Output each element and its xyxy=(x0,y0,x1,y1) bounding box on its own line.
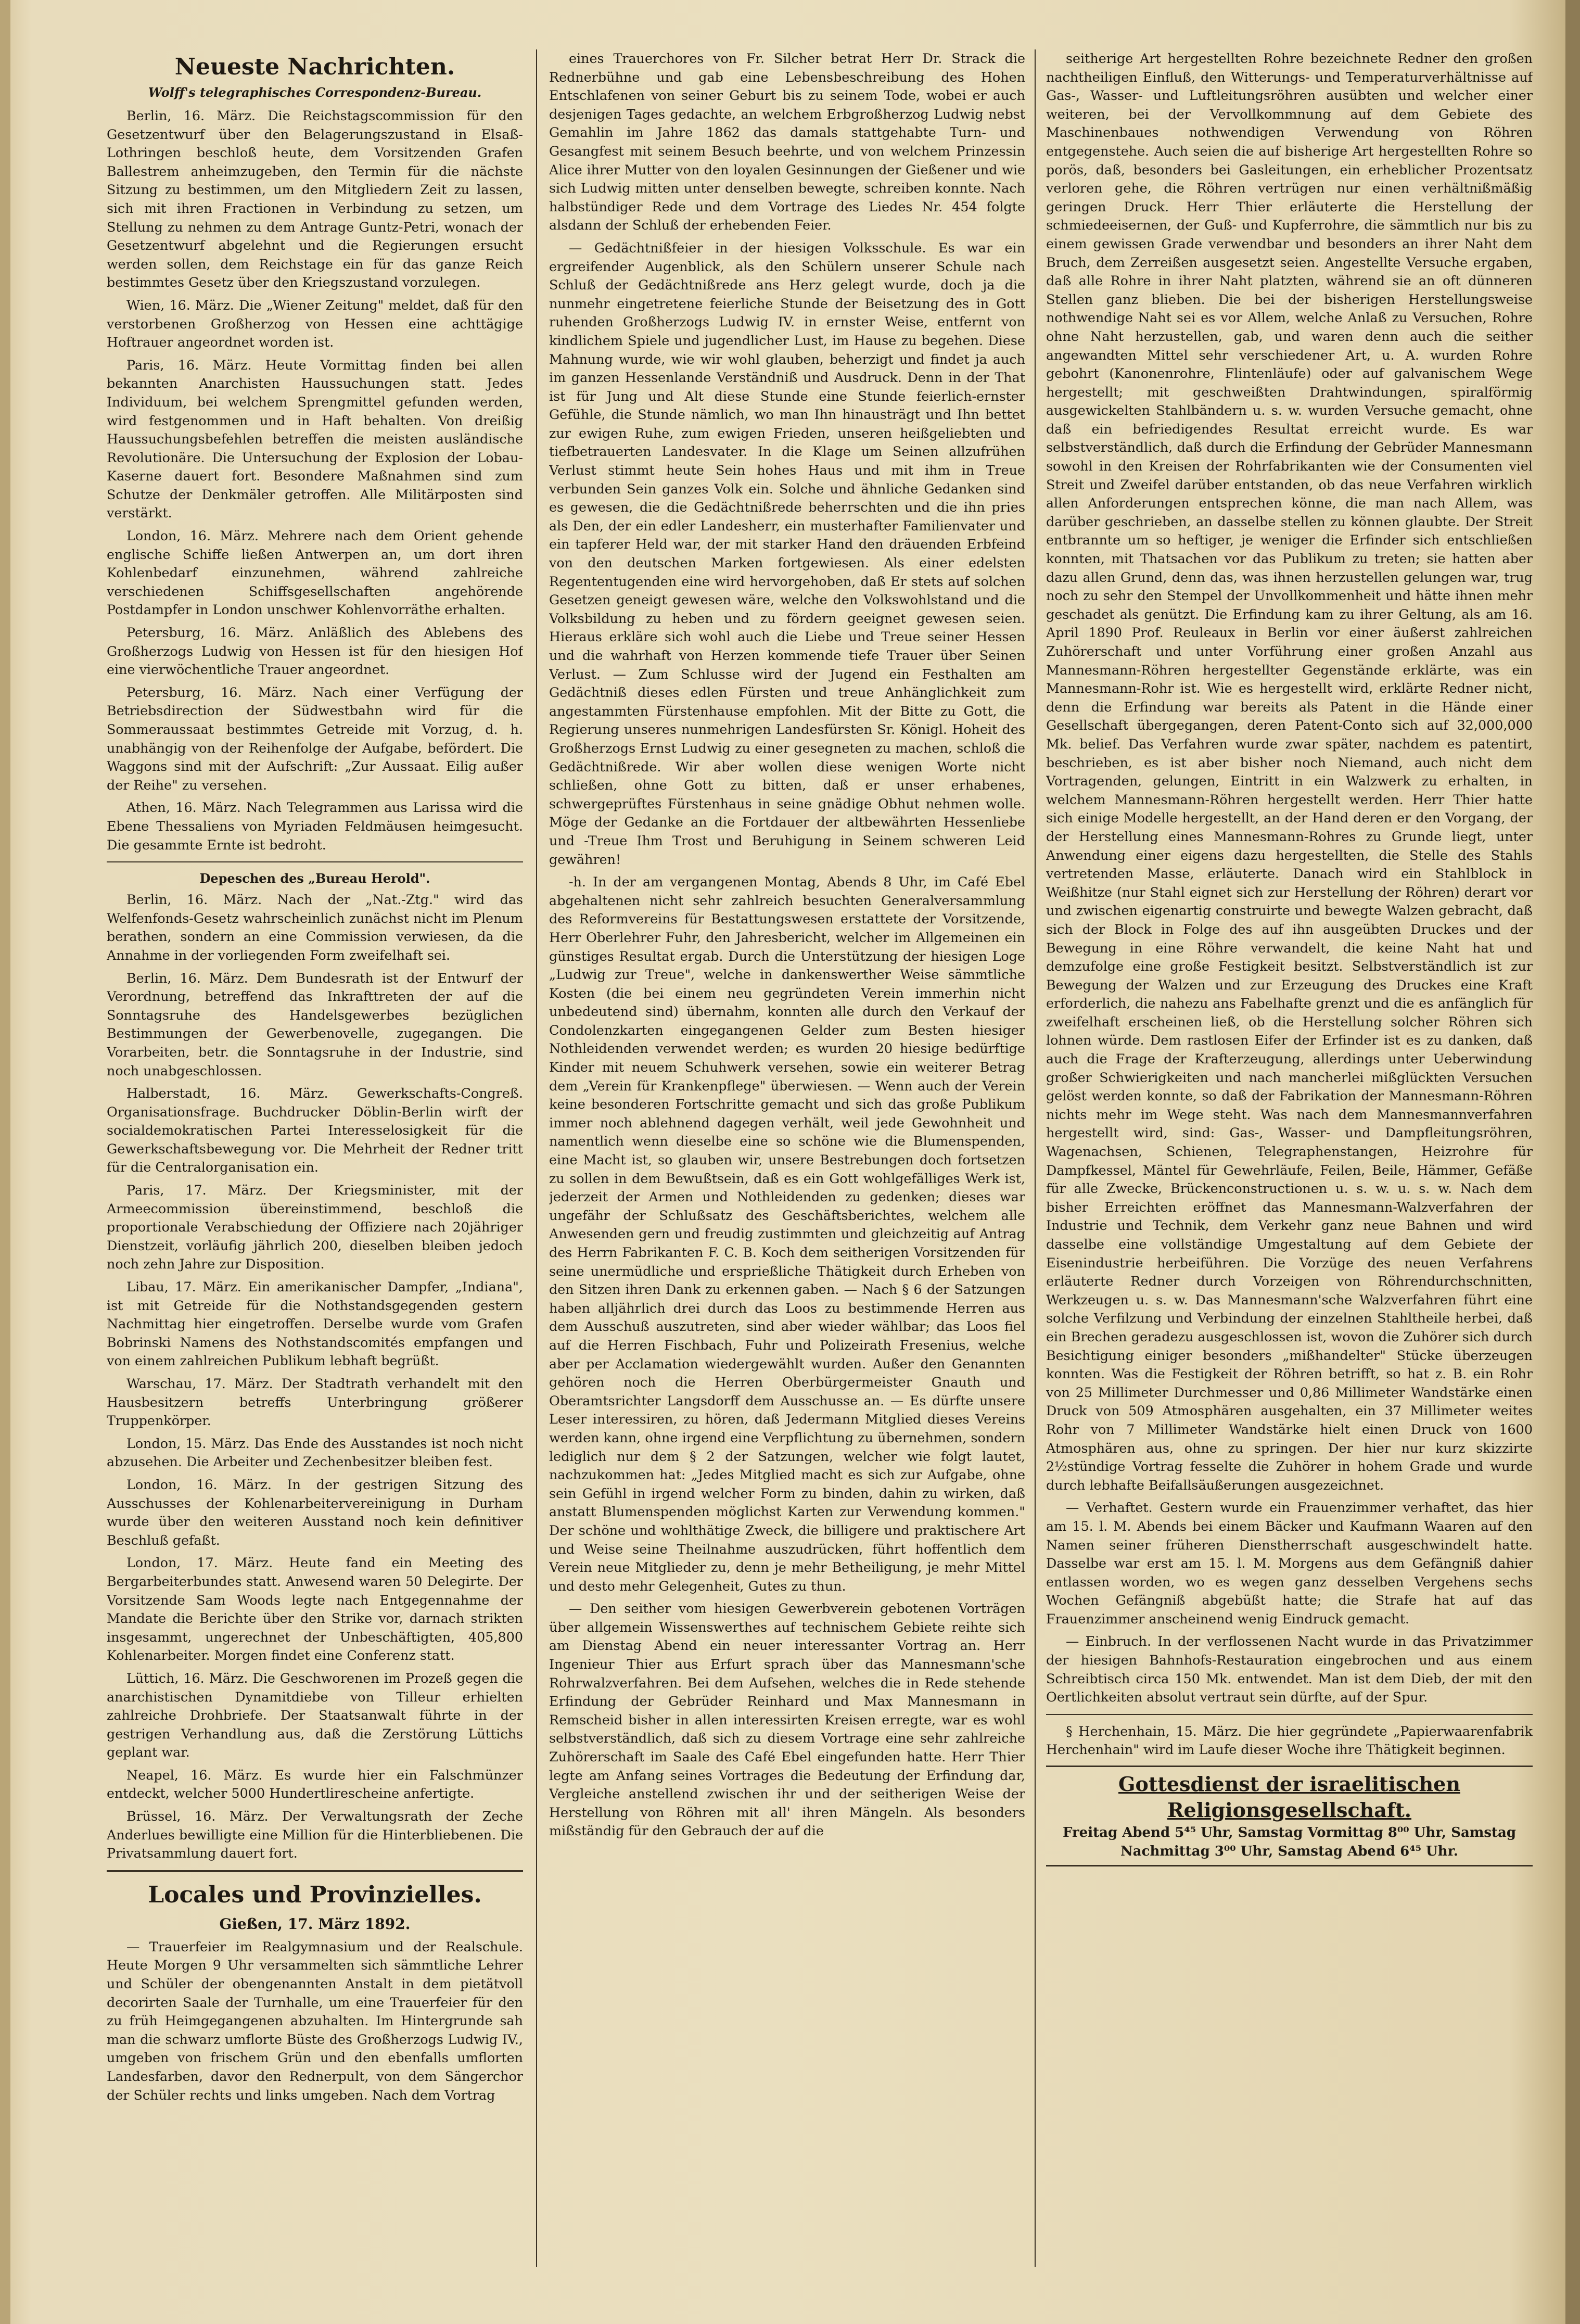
news-item: — Trauerfeier im Realgymnasium und der Realschule. Heute Morgen 9 Uhr versammelten sich sämmtliche Lehrer und Schüler der obengenannten Anstalt in dem pietätvoll decorirten Saale der Turnhalle, um eine Trauerfeier für den zu früh Heimgegangenen abzuhalten. Im Hintergrunde sah man die schwarz umflorte Büste des Großherzogs Ludwig IV., umgeben von frischem Grün und den ebenfalls umflorten Landesfarben, davor den Rednerpult, von dem Sängerchor der Schüler rechts und links umgeben. Nach dem Vortrag xyxy=(107,1938,523,2103)
news-item: Libau, 17. März. Ein amerikanischer Dampfer, „Indiana", ist mit Getreide für die Nothstandsgegenden gestern Nachmittag hier eingetroffen. Derselbe wurde vom Grafen Bobrinski Namens des Nothstandscomités empfangen und von einem zahlreichen Publikum lebhaft begrüßt. xyxy=(107,1279,523,1369)
page-edge-left xyxy=(0,0,10,2324)
service-notice-title: Gottesdienst der israelitischen Religionsgesellschaft. xyxy=(1118,1772,1460,1822)
page-edge-right xyxy=(1565,0,1580,2324)
news-item: — Gedächtnißfeier in der hiesigen Volksschule. Es war ein ergreifender Augenblick, als den Schülern unserer Schule nach Schluß der Gedächtnißrede ans Herz gelegt wurde, doch ja die nunmehr eingetretene feierliche Stunde der Beisetzung des in Gott ruhenden Großherzogs Ludwig IV. in ernster Weise, entfernt von kindlichem Spiele und jugendlicher Lust, im Hause zu begehen. Diese Mahnung wurde, wie wir wohl glauben, beherzigt und findet ja auch im ganzen Hessenlande Verständniß und Ausdruck. Denn in der That ist für Jung und Alt diese Stunde eine Stunde feierlich-ernster Gefühle, die Stunde nämlich, wo man Ihn hinausträgt und Ihn bettet zur ewigen Ruhe, zum ewigen Frieden, unseren heißgeliebten und tiefbetrauerten Landesvater. In die Klage um Seinen allzufrühen Verlust stimmt heute Sein hohes Haus und mit ihm in Treue verbunden Sein ganzes Volk ein. Solche und ähnliche Gedanken sind es gewesen, die die Gedächtnißrede beherrschten und die ihn pries als Den, der ein edler Landesherr, ein musterhafter Familienvater und ein tapferer Held war, der mit starker Hand den dräuenden Erbfeind von den deutschen Marken fortgewiesen. Als einer edelsten Regententugenden eine wird hervorgehoben, daß Er stets auf solchen Gesetzen geneigt gewesen wäre, welche den Volkswohlstand und die Volksbildung zu heben und zu fördern geeignet gewesen seien. Hieraus erkläre sich wohl auch die Liebe und Treue seiner Hessen und die wahrhaft von Herzen kommende tiefe Trauer über Seinen Verlust. — Zum Schlusse wird der Jugend ein Festhalten am Gedächtniß dieses edlen Fürsten und treue Anhänglichkeit zum angestammten Fürstenhause empfohlen. Mit der Bitte zu Gott, die Regierung unseres nunmehrigen Landesfürsten Sr. Königl. Hoheit des Großherzogs Ernst Ludwig zu einer gesegneten zu machen, schloß die Gedächtnißrede. Wir aber wollen diese wenigen Worte nicht schließen, ohne Gott zu bitten, daß er unser erhabenes, schwergeprüftes Fürstenhaus in seine gnädige Obhut nehmen wolle. Möge der Gedanke an die Fortdauer der altbewährten Hessenliebe und -Treue Ihm Trost und Beruhigung in Seinem schweren Leid gewähren! xyxy=(549,239,1025,867)
column-1 xyxy=(107,49,523,2267)
news-item: eines Trauerchores von Fr. Silcher betrat Herr Dr. Strack die Rednerbühne und gab eine Lebensbeschreibung des Hohen Entschlafenen von seiner Geburt bis zu seinem Tode, wobei er auch desjenigen Tages gedachte, an welchem Erbgroßherzog Ludwig nebst Gemahlin im Jahre 1862 das damals stattgehabte Turn- und Gesangfest mit seinem Besuch beehrte, und von welchem Prinzessin Alice ihrer Mutter von den loyalen Gesinnungen der Gießener und wie sich Ludwig mitten unter denselben bewegte, schreiben konnte. Nach halbstündiger Rede und dem Vortrage des Liedes Nr. 454 folgte alsdann der Schluß der erhebenden Feier. xyxy=(549,50,1025,233)
divider xyxy=(107,1870,523,1872)
news-item: Lüttich, 16. März. Die Geschworenen im Prozeß gegen die anarchistischen Dynamitdiebe von Tilleur erhielten zahlreiche Drohbriefe. Der Staatsanwalt führte in der gestrigen Verhandlung aus, daß die Zerstörung Lüttichs geplant war. xyxy=(107,1670,523,1760)
section-title-local: Locales und Provinzielles. xyxy=(148,1881,482,1908)
news-item: — Den seither vom hiesigen Gewerbverein gebotenen Vorträgen über allgemein Wissenswerthes auf technischem Gebiete reihte sich am Dienstag Abend ein neuer interessanter Vortrag an. Herr Ingenieur Thier aus Erfurt sprach über das Mannesmann'sche Rohrwalzverfahren. Bei dem Aufsehen, welches die in Rede stehende Erfindung der Gebrüder Reinhard und Max Mannesmann in Remscheid bisher in allen interessirten Kreisen erregte, war es wohl selbstverständlich, daß sich zu diesem Vortrage eine sehr zahlreiche Zuhörerschaft im Saale des Café Ebel eingefunden hatte. Herr Thier legte am Anfang seines Vortrages die Bedeutung der Erfindung dar, Vergleiche anstellend zwischen ihr und der seitherigen Weise der Herstellung von Röhren mit all' ihren Mängeln. Als besonders mißständig für den Gebrauch der auf die xyxy=(549,1601,1025,1839)
column-rule-1 xyxy=(536,49,537,2267)
news-item: London, 16. März. Mehrere nach dem Orient gehende englische Schiffe ließen Antwerpen an, um dort ihren Kohlenbedarf einzunehmen, während zahlreiche verschiedenen Schiffsgesellschaften angehörende Postdampfer in London unschwer Kohlenvorräthe erhalten. xyxy=(107,528,523,618)
dateline: Gießen, 17. März 1892. xyxy=(219,1915,411,1933)
column-2 xyxy=(549,49,1025,2267)
news-item: seitherige Art hergestellten Rohre bezeichnete Redner den großen nachtheiligen Einfluß, den Witterungs- und Temperaturverhältnisse auf Gas-, Wasser- und Luftleitungsröhren ausübten und welcher einer weiteren, bei der Vervollkommnung auf dem Gebiete des Maschinenbaues nothwendigen Verwendung von Röhren entgegenstehe. Auch seien die auf bisherige Art hergestellten Rohre so porös, daß, besonders bei Gasleitungen, ein erheblicher Prozentsatz verloren gehe, die Röhren vertrügen nur einen verhältnißmäßig geringen Druck. Herr Thier erläuterte die Herstellung der schmiedeeisernen, der Guß- und Kupferrohre, die sämmtlich nur bis zu einem gewissen Grade verwendbar und besonders an ihrer Naht dem Bruch, dem Zerreißen ausgesetzt seien. Angestellte Versuche ergaben, daß alle Rohre in ihrer Naht platzten, während sie an oft dünneren Stellen ganz blieben. Die bei der bisherigen Herstellungsweise nothwendige Naht sei es vor Allem, welche Anlaß zu Versuchen, Rohre ohne Naht herzustellen, gab, und waren denn auch die seither angewandten Mittel sehr verschiedener Art, u. A. wurden Rohre gebohrt (Kanonenrohre, Flintenläufe) oder auf galvanischem Wege hergestellt; mit geschweißten Drahtwindungen, spiralförmig ausgewickelten Stahlbändern u. s. w. wurden Versuche gemacht, ohne daß ein befriedigendes Resultat erreicht wurde. Es war selbstverständlich, daß durch die Erfindung der Gebrüder Mannesmann sowohl in den Kreisen der Rohrfabrikanten wie der Consumenten viel Streit und Zweifel darüber entstanden, ob das neue Verfahren wirklich allen Anforderungen entsprechen könne, die man nach Allem, was darüber geschrieben, an dasselbe stellen zu können glaubte. Der Streit entbrannte um so heftiger, je weniger die Erfinder sich entschließen konnten, mit Thatsachen vor das Publikum zu treten; sie hatten aber dazu allen Grund, denn das, was ihnen herzustellen gelungen war, trug noch zu sehr den Stempel der Unvollkommenheit und hätte ihnen mehr geschadet als genützt. Die Erfindung kam zu ihrer Geltung, als am 16. April 1890 Prof. Reuleaux in Berlin vor einer äußerst zahlreichen Zuhörerschaft und unter Vorführung einer großen Anzahl aus Mannesmann-Röhren hergestellter Gegenstände erklärte, was ein Mannesmann-Rohr ist. Wie es hergestellt wird, erklärte Redner nicht, denn die Erfindung war bereits als Patent in die Hände einer Gesellschaft übergegangen, deren Patent-Conto sich auf 32,000,000 Mk. belief. Das Verfahren wurde zwar später, nachdem es patentirt, beschrieben, es ist aber bisher noch Niemand, auch nicht dem Vortragenden, gelungen, Eintritt in ein Walzwerk zu erhalten, in welchem Mannesmann-Röhren hergestellt werden. Herr Thier hatte sich einige Modelle hergestellt, an der Hand deren er den Vorgang, der der Herstellung eines Mannesmann-Rohres zu Grunde liegt, unter Anwendung einer eigens dazu hergestellten, die Stelle des Stahls vertretenden Masse, erläuterte. Danach wird ein Stahlblock in Weißhitze (nur Stahl eignet sich zur Herstellung der Röhren) derart vor und zwischen eigenartig construirte und bewegte Walzen gebracht, daß sich der Block in Folge des auf ihn ausgeübten Druckes und der Bewegung in eine Röhre verwandelt, die keine Naht hat und demzufolge eine große Festigkeit besitzt. Selbstverständlich ist zur Bewegung der Walzen und zur Erzeugung des Druckes eine Kraft erforderlich, die nahezu ans Fabelhafte grenzt und die es anfänglich für zweifelhaft erscheinen ließ, ob die Herstellung solcher Röhren sich lohnen würde. Dem rastlosen Eifer der Erfinder ist es zu danken, daß auch die Frage der Krafterzeugung, allerdings unter Ueberwindung großer Schwierigkeiten und nach mancherlei mißglückten Versuchen gelöst werden konnte, so daß der Fabrikation der Mannesmann-Röhren nichts mehr im Wege steht. Was nach dem Mannesmannverfahren hergestellt wird, sind: Gas-, Wasser- und Dampfleitungsröhren, Wagenachsen, Schienen, Telegraphenstangen, Heizrohre für Dampfkessel, Mäntel für Gewehrläufe, Feilen, Beile, Hämmer, Gefäße für alle Zwecke, Brückenconstructionen u. s. w. u. s. w. Nach dem bisher Erreichten eröffnet das Mannesmann-Walzverfahren der Industrie und Technik, dem Verkehr ganz neue Bahnen und wird dasselbe eine vollständige Umgestaltung auf dem Gebiete der Eisenindustrie herbeiführen. Die Vorzüge des neuen Verfahrens erläuterte Redner durch Vorzeigen von Röhrendurchschnitten, Werkzeugen u. s. w. Das Mannesmann'sche Walzverfahren führt eine solche Verfilzung und Verbindung der einzelnen Stahltheile herbei, daß ein Brechen geradezu ausgeschlossen ist, wovon die Zuhörer sich durch Besichtigung einiger besonders „mißhandelter" Stücke überzeugen konnten. Was die Festigkeit der Röhren betrifft, so hat z. B. ein Rohr von 25 Millimeter Durchmesser und 0,86 Millimeter Wandstärke einen Druck von 509 Atmosphären ausgehalten, ein 37 Millimeter weites Rohr von 7 Millimeter Wandstärke hielt einen Druck von 1600 Atmosphären aus, ohne zu springen. Der hier nur kurz skizzirte 2½stündige Vortrag fesselte die Zuhörer in hohem Grade und wurde durch lebhafte Beifallsäußerungen ausgezeichnet. xyxy=(1046,50,1533,1493)
news-item: Brüssel, 16. März. Der Verwaltungsrath der Zeche Anderlues bewilligte eine Million für die Hinterbliebenen. Die Privatsammlung dauert fort. xyxy=(107,1808,523,1861)
news-item: Berlin, 16. März. Nach der „Nat.-Ztg." wird das Welfenfonds-Gesetz wahrscheinlich zunächst nicht im Plenum berathen, sondern an eine Commission verwiesen, da die Annahme in der vorliegenden Form zweifelhaft sei. xyxy=(107,892,523,963)
news-item: London, 16. März. In der gestrigen Sitzung des Ausschusses der Kohlenarbeitervereinigung in Durham wurde über den weiteren Ausstand noch kein definitiver Beschluß gefaßt. xyxy=(107,1476,523,1548)
news-item: Athen, 16. März. Nach Telegrammen aus Larissa wird die Ebene Thessaliens von Myriaden Feldmäusen heimgesucht. Die gesammte Ernte ist bedroht. xyxy=(107,799,523,853)
service-notice xyxy=(1046,1766,1533,1866)
service-notice-times: Freitag Abend 5⁴⁵ Uhr, Samstag Vormittag 8⁰⁰ Uhr, Samstag Nachmittag 3⁰⁰ Uhr, Samstag Abend 6⁴⁵ Uhr. xyxy=(1062,1825,1517,1860)
news-item: Berlin, 16. März. Dem Bundesrath ist der Entwurf der Verordnung, betreffend das Inkrafttreten der auf die Sonntagsruhe des Handelsgewerbes bezüglichen Bestimmungen der Gewerbenovelle, zugegangen. Die Vorarbeiten, betr. die Sonntagsruhe in der Industrie, sind noch unabgeschlossen. xyxy=(107,970,523,1078)
section-title-latest-news: Neueste Nachrichten. xyxy=(174,54,455,80)
column-rule-2 xyxy=(1035,49,1036,2267)
news-item: -h. In der am vergangenen Montag, Abends 8 Uhr, im Café Ebel abgehaltenen nicht sehr zahlreich besuchten Generalversammlung des Reformvereins für Bestattungswesen erstattete der Vorsitzende, Herr Oberlehrer Fuhr, den Jahresbericht, welcher im Allgemeinen ein günstiges Resultat ergab. Durch die Unterstützung der hiesigen Loge „Ludwig zur Treue", welche in dankenswerther Weise sämmtliche Kosten (die bei einem neu gegründeten Verein immerhin nicht unbedeutend sind) übernahm, konnten alle durch den Verkauf der Condolenzkarten eingegangenen Gelder zum Besten hiesiger Nothleidenden verwendet werden; es wurden 20 hiesige bedürftige Kinder mit neuem Schuhwerk versehen, sowie ein weiterer Betrag dem „Verein für Krankenpflege" überwiesen. — Wenn auch der Verein keine besonderen Fortschritte gemacht und sich das große Publikum immer noch ablehnend dagegen verhält, weil jede Gewohnheit und namentlich wenn dieselbe eine so schöne wie die Blumenspenden, eine Macht ist, so glauben wir, unsere Bestrebungen doch fortsetzen zu sollen in dem Bewußtsein, daß es ein Gott wohlgefälliges Werk ist, jederzeit der Armen und Nothleidenden zu gedenken; dieses war ungefähr der Schlußsatz des Geschäftsberichtes, welchem alle Anwesenden gern und freudig zustimmten und gleichzeitig auf Antrag des Herrn Fabrikanten F. C. B. Koch dem seitherigen Vorsitzenden für seine unermüdliche und ersprießliche Thätigkeit durch Erheben von den Sitzen ihren Dank zu erkennen gaben. — Nach § 6 der Satzungen haben alljährlich drei durch das Loos zu bestimmende Herren aus dem Ausschuß auszutreten, sind aber wieder wählbar; das Loos fiel auf die Herren Fischbach, Fuhr und Polizeirath Fresenius, welche aber per Acclamation wiedergewählt wurden. Außer den Genannten gehören noch die Herren Oberbürgermeister Gnauth und Oberamtsrichter Langsdorff dem Ausschusse an. — Es dürfte unsere Leser interessiren, zu hören, daß Jedermann Mitglied dieses Vereins werden kann, ohne irgend eine Verpflichtung zu übernehmen, sondern lediglich nur dem § 2 der Satzungen, welcher wie folgt lautet, nachzukommen hat: „Jedes Mitglied macht es sich zur Aufgabe, ohne sein Gefühl in irgend welcher Form zu binden, dahin zu wirken, daß anstatt Blumenspenden möglichst Karten zur Verwendung kommen." Der schöne und wohlthätige Zweck, die billigere und praktischere Art und Weise seine Theilnahme auszudrücken, führt hoffentlich dem Verein neue Mitglieder zu, denn je mehr Betheiligung, je mehr Mittel und desto mehr Gelegenheit, Gutes zu thun. xyxy=(549,874,1025,1594)
news-item: § Herchenhain, 15. März. Die hier gegründete „Papierwaarenfabrik Herchenhain" wird im Laufe dieser Woche ihre Thätigkeit beginnen. xyxy=(1046,1723,1533,1758)
news-item: Paris, 17. März. Der Kriegsminister, mit der Armeecommission übereinstimmend, beschloß die proportionale Verabschiedung der Offiziere nach 20jähriger Dienstzeit, vorläufig jährlich 200, dieselben bleiben jedoch noch zehn Jahre zur Disposition. xyxy=(107,1182,523,1272)
agency-heading: Wolff's telegraphisches Correspondenz-Bureau. xyxy=(148,85,482,100)
news-item: Halberstadt, 16. März. Gewerkschafts-Congreß. Organisationsfrage. Buchdrucker Döblin-Berlin wirft der socialdemokratischen Partei Interesselosigkeit für die Gewerkschaftsbewegung vor. Die Mehrheit der Redner tritt für die Centralorganisation ein. xyxy=(107,1085,523,1175)
news-item: Berlin, 16. März. Die Reichstagscommission für den Gesetzentwurf über den Belagerungszustand in Elsaß-Lothringen beschloß heute, dem Vorsitzenden Grafen Ballestrem anheimzugeben, den Termin für die nächste Sitzung zu bestimmen, um den Mitgliedern Zeit zu lassen, sich mit ihren Fractionen in Verbindung zu setzen, um Stellung zu nehmen zu dem Antrage Guntz-Petri, wonach der Gesetzentwurf abgelehnt und die Regierungen ersucht werden sollen, dem Reichstage ein für das ganze Reich bestimmtes Gesetz über den Kriegszustand vorzulegen. xyxy=(107,108,523,290)
divider xyxy=(107,861,523,862)
news-item: Paris, 16. März. Heute Vormittag finden bei allen bekannten Anarchisten Haussuchungen statt. Jedes Individuum, bei welchem Sprengmittel gefunden werden, wird festgenommen und in Haft behalten. Von dreißig Haussuchungsbefehlen betreffen die meisten ausländische Revolutionäre. Die Untersuchung der Explosion der Lobau-Kaserne dauert fort. Besondere Maßnahmen sind zum Schutze der Denkmäler getroffen. Alle Militärposten sind verstärkt. xyxy=(107,357,523,521)
divider xyxy=(1046,1714,1533,1715)
column-3 xyxy=(1046,49,1533,2267)
herold-heading: Depeschen des „Bureau Herold". xyxy=(199,871,430,886)
news-item: London, 17. März. Heute fand ein Meeting des Bergarbeiterbundes statt. Anwesend waren 50 Delegirte. Der Vorsitzende Sam Woods legte nach Entgegennahme der Mandate die Berichte über den Strike vor, darnach strikten insgesammt, ungerechnet der Unbeschäftigten, 405,800 Kohlenarbeiter. Morgen findet eine Conferenz statt. xyxy=(107,1555,523,1663)
news-item: Warschau, 17. März. Der Stadtrath verhandelt mit den Hausbesitzern betreffs Unterbringung größerer Truppenkörper. xyxy=(107,1376,523,1429)
news-item: London, 15. März. Das Ende des Ausstandes ist noch nicht abzusehen. Die Arbeiter und Zechenbesitzer bleiben fest. xyxy=(107,1435,523,1470)
news-item: Wien, 16. März. Die „Wiener Zeitung" meldet, daß für den verstorbenen Großherzog von Hessen eine achttägige Hoftrauer angeordnet worden ist. xyxy=(107,297,523,350)
news-item: Petersburg, 16. März. Anläßlich des Ablebens des Großherzogs Ludwig von Hessen ist für den hiesigen Hof eine vierwöchentliche Trauer angeordnet. xyxy=(107,625,523,678)
news-item: Petersburg, 16. März. Nach einer Verfügung der Betriebsdirection der Südwestbahn wird für die Sommeraussaat bestimmtes Getreide mit Vorzug, d. h. unabhängig von der Reihenfolge der Aufgabe, befördert. Die Waggons sind mit der Aufschrift: „Zur Aussaat. Eilig außer der Reihe" zu versehen. xyxy=(107,684,523,793)
news-item: Neapel, 16. März. Es wurde hier ein Falschmünzer entdeckt, welcher 5000 Hundertlirescheine anfertigte. xyxy=(107,1767,523,1801)
news-item: — Verhaftet. Gestern wurde ein Frauenzimmer verhaftet, das hier am 15. l. M. Abends bei einem Bäcker und Kaufmann Waaren auf den Namen seiner früheren Dienstherrschaft ausgeschwindelt hatte. Dasselbe war erst am 15. l. M. Morgens aus dem Gefängniß dahier entlassen worden, wo es wegen ganz desselben Vergehens sechs Wochen Gefängniß abgebüßt hatte; die Strafe hat auf das Frauenzimmer anscheinend wenig Eindruck gemacht. xyxy=(1046,1500,1533,1627)
news-item: — Einbruch. In der verflossenen Nacht wurde in das Privatzimmer der hiesigen Bahnhofs-Restauration eingebrochen und aus einem Schreibtisch circa 150 Mk. entwendet. Man ist dem Dieb, der mit den Oertlichkeiten absolut vertraut sein dürfte, auf der Spur. xyxy=(1046,1633,1533,1705)
